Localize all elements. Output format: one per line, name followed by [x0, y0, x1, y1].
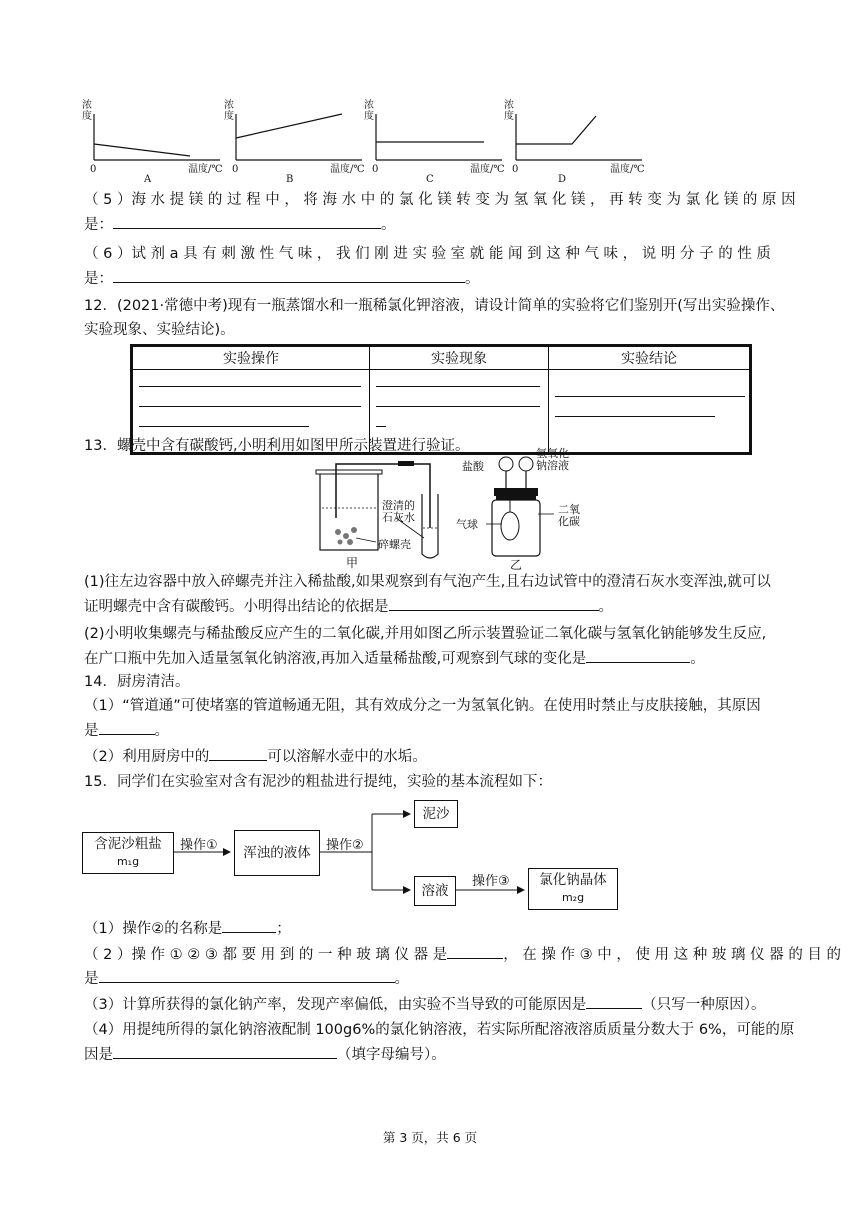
- graph-a-origin: 0: [90, 164, 97, 175]
- q13-p1-prefix: 证明螺壳中含有碳酸钙。小明得出结论的依据是: [84, 599, 389, 615]
- graph-b-svg: [222, 100, 368, 190]
- q13-p2-line1: (2)小明收集螺壳与稀盐酸反应产生的二氧化碳,并用如图乙所示装置验证二氧化碳与氢氧化钠能够发生反应,: [84, 626, 767, 642]
- q13-p2-answer-blank[interactable]: [586, 648, 690, 663]
- graph-d-origin: 0: [512, 164, 519, 175]
- q15-p1-line: [84, 918, 804, 939]
- q13-p2-line2: [84, 648, 804, 669]
- graph-b-letter: B: [286, 174, 294, 185]
- q13-p2-end: 。: [690, 651, 705, 667]
- q12-line1: 12．(2021·常德中考)现有一瓶蒸馏水和一瓶稀氯化钾溶液，请设计简单的实验将它们鉴别开(写出实验操作、: [84, 298, 785, 314]
- graph-a-letter: A: [144, 174, 152, 185]
- flow-label-op3: 操作③: [472, 874, 510, 889]
- table-header-phenomenon: 实验现象: [370, 346, 549, 370]
- q14-p1-prefix: 是: [84, 723, 99, 739]
- flow-box-nacl-crystal: [528, 868, 618, 910]
- apparatus-jia: [310, 458, 460, 570]
- label-co2: 二氧 化碳: [558, 503, 580, 528]
- q15-p4-line1: （4）用提纯所得的氯化钠溶液配制 100g6%的氯化钠溶液，若实际所配溶液溶质质量分数大于 6%，可能的原: [84, 1022, 795, 1038]
- q14-intro: 14．厨房清洁。: [84, 674, 190, 690]
- graph-c-ylabel: 浓度: [364, 100, 374, 122]
- label-sodium-hydroxide: 氢氧化 钠溶液: [536, 447, 569, 472]
- q15-p2-end: 。: [394, 971, 409, 987]
- q13-p2-prefix: 在广口瓶中先加入适量氢氧化钠溶液,再加入适量稀盐酸,可观察到气球的变化是: [84, 651, 587, 667]
- label-balloon: 气球: [456, 518, 478, 531]
- apparatus-yi: [456, 447, 602, 572]
- graph-d-svg: [502, 100, 648, 190]
- q11-p5-end: 。: [381, 217, 396, 233]
- q15-p2-line1: [84, 944, 842, 965]
- flow-box-crude-salt-label: 含泥沙粗盐: [94, 836, 162, 852]
- q11-p5-line2: [84, 214, 804, 235]
- q11-p6-prefix: 是：: [84, 271, 113, 287]
- q13-p1-answer-blank[interactable]: [389, 596, 599, 611]
- graph-a-svg: [80, 100, 226, 190]
- graph-c-letter: C: [426, 174, 434, 185]
- q15-p2-answer-blank-1[interactable]: [447, 944, 503, 959]
- graph-a: [80, 100, 226, 190]
- graph-c-xlabel: 温度/℃: [470, 164, 505, 175]
- graph-b: [222, 100, 368, 190]
- q11-p6-end: 。: [465, 271, 480, 287]
- q15-p1-prefix: （1）操作②的名称是: [84, 921, 223, 937]
- q14-p2-line: [84, 746, 804, 767]
- label-hydrochloric-acid: 盐酸: [462, 460, 484, 473]
- table-header-operation: 实验操作: [132, 346, 370, 370]
- label-crushed-shell: 碎螺壳: [378, 538, 411, 551]
- flow-label-op1: 操作①: [180, 838, 218, 853]
- q15-p3-answer-blank[interactable]: [586, 994, 642, 1009]
- q14-p1-end: 。: [154, 723, 169, 739]
- q15-p3-suffix: （只写一种原因）。: [642, 997, 766, 1013]
- q15-p4-line2: [84, 1044, 804, 1065]
- graph-a-ylabel: 浓度: [82, 100, 92, 122]
- graph-b-xlabel: 温度/℃: [330, 164, 365, 175]
- q15-p2-prefix2: 是: [84, 971, 99, 987]
- q14-p2-prefix: （2）利用厨房中的: [84, 749, 210, 765]
- q14-p2-suffix: 可以溶解水壶中的水垢。: [267, 749, 427, 765]
- q15-p3-line: [84, 994, 804, 1015]
- q15-p2-prefix: （ 2 ）操 作 ① ② ③ 都 要 用 到 的 一 种 玻 璃 仪 器 是: [84, 947, 448, 963]
- q12-line2: 实验现象、实验结论)。: [84, 322, 235, 338]
- graph-a-xlabel: 温度/℃: [188, 164, 223, 175]
- flow-box-nacl-mass: m₂g: [561, 891, 585, 904]
- q11-p5-answer-blank[interactable]: [113, 214, 381, 229]
- q14-p1-answer-blank[interactable]: [99, 720, 155, 735]
- q13-intro: 13．螺壳中含有碳酸钙,小明利用如图甲所示装置进行验证。: [84, 438, 470, 454]
- q14-p2-answer-blank[interactable]: [209, 746, 267, 761]
- caption-jia: 甲: [346, 556, 359, 570]
- graph-b-ylabel: 浓度: [224, 100, 234, 122]
- q15-p2-line2: [84, 968, 804, 989]
- q15-intro: 15．同学们在实验室对含有泥沙的粗盐进行提纯，实验的基本流程如下：: [84, 774, 552, 790]
- q15-p2-answer-blank-2[interactable]: [99, 968, 395, 983]
- graph-d-xlabel: 温度/℃: [610, 164, 645, 175]
- flow-label-op2: 操作②: [326, 838, 364, 853]
- q13-p1-end: 。: [598, 599, 613, 615]
- q15-p3-prefix: （3）计算所获得的氯化钠产率，发现产率偏低，由实验不当导致的可能原因是: [84, 997, 587, 1013]
- graph-b-origin: 0: [232, 164, 239, 175]
- caption-yi: 乙: [510, 558, 523, 572]
- q15-p4-answer-blank[interactable]: [113, 1044, 337, 1059]
- flow-box-nacl-label: 氯化钠晶体: [539, 872, 607, 888]
- flowchart: [80, 796, 640, 912]
- graph-d-ylabel: 浓度: [504, 100, 514, 122]
- q11-p6-answer-blank[interactable]: [113, 268, 465, 283]
- flow-box-sediment: 泥沙: [414, 800, 458, 828]
- q15-p1-end: ；: [276, 921, 291, 937]
- label-lime-water: 澄清的 石灰水: [382, 499, 415, 524]
- graph-c-origin: 0: [372, 164, 379, 175]
- graph-c: [362, 100, 508, 190]
- graph-d-letter: D: [558, 174, 567, 185]
- q14-p1-line2: [84, 720, 804, 741]
- flow-box-crude-salt-mass: m₁g: [116, 855, 140, 868]
- q14-p1-line1: （1）“管道通”可使堵塞的管道畅通无阻，其有效成分之一为氢氧化钠。在使用时禁止与皮肤接触，其原因: [84, 698, 761, 714]
- q11-p5-line1: （ 5 ）海 水 提 镁 的 过 程 中 ， 将 海 水 中 的 氯 化 镁 转 变 为 氢 氧 化 镁 ， 再 转 变 为 氯 化 镁 的 原 因: [84, 192, 796, 208]
- flow-box-solution: 溶液: [414, 876, 456, 906]
- q15-p2-mid: ， 在 操 作 ③ 中 ， 使 用 这 种 玻 璃 仪 器 的 目 的: [503, 947, 842, 963]
- flow-box-turbid-liquid: 浑浊的液体: [234, 830, 320, 876]
- flow-box-crude-salt: [82, 832, 174, 874]
- graph-d: [502, 100, 648, 190]
- q13-p1-line1: (1)往左边容器中放入碎螺壳并注入稀盐酸,如果观察到有气泡产生,且右边试管中的澄清石灰水变浑浊,就可以: [84, 574, 771, 590]
- q11-p6-line1: （ 6 ）试 剂 a 具 有 刺 激 性 气 味 ， 我 们 刚 进 实 验 室 就 能 闻 到 这 种 气 味 ， 说 明 分 子 的 性 质: [84, 246, 771, 262]
- q15-p1-answer-blank[interactable]: [222, 918, 276, 933]
- q11-p5-prefix: 是：: [84, 217, 113, 233]
- q15-p4-prefix: 因是: [84, 1047, 113, 1063]
- page-footer: 第 3 页，共 6 页: [382, 1130, 478, 1145]
- q15-p4-suffix: （填字母编号）。: [337, 1047, 446, 1063]
- table-header-conclusion: 实验结论: [549, 346, 751, 370]
- q13-p1-line2: [84, 596, 804, 617]
- graph-c-svg: [362, 100, 508, 190]
- q11-p6-line2: [84, 268, 804, 289]
